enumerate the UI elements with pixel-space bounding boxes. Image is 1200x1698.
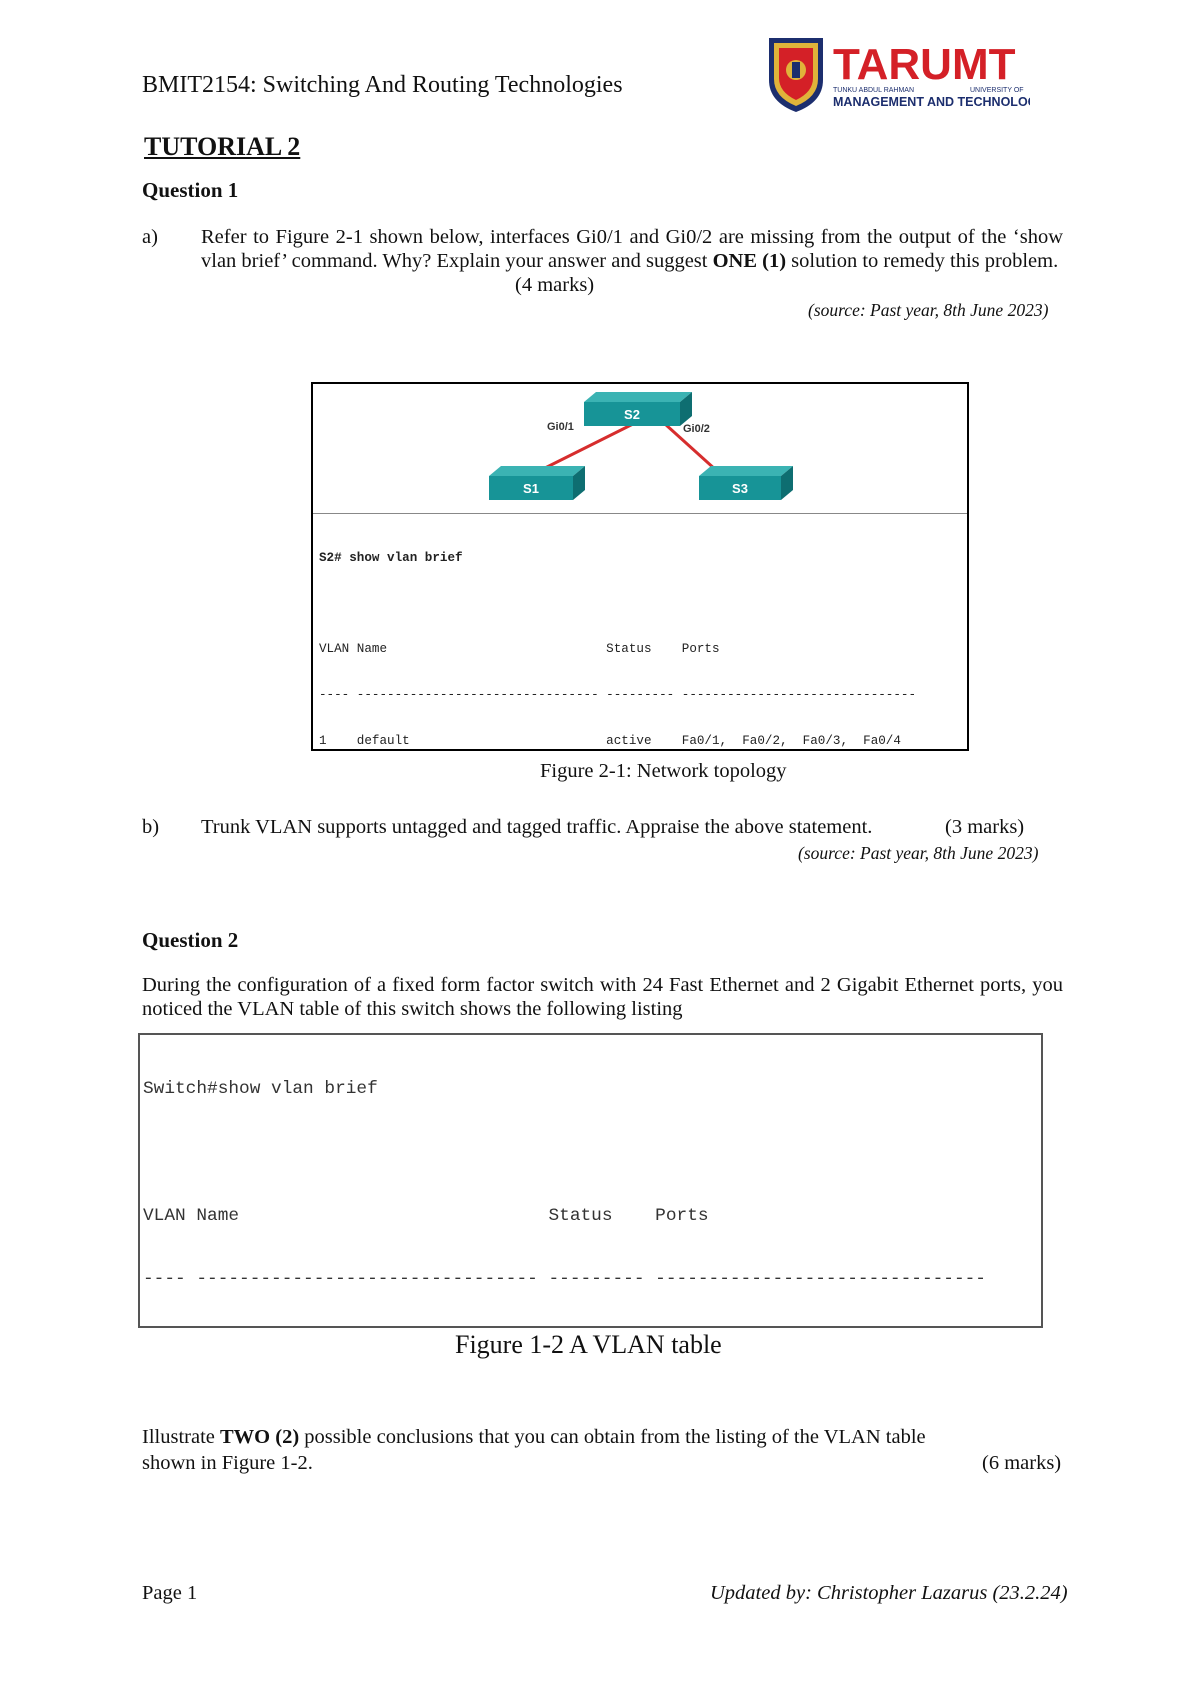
cli-line: Switch#show vlan brief — [143, 1079, 378, 1100]
question-2-heading: Question 2 — [142, 928, 239, 952]
figure-1-2 — [138, 1033, 1043, 1328]
switch-label-s2: S2 — [624, 407, 640, 422]
network-topology-diagram — [313, 384, 967, 514]
updated-by: Updated by: Christopher Lazarus (23.2.24) — [710, 1582, 1068, 1604]
cli-line: VLAN Name Status Ports — [143, 1205, 709, 1226]
cli-line: 1 default active Fa0/1, Fa0/2, Fa0/3, Fa0/4 — [319, 734, 901, 749]
q1a-text-part2: solution to remedy this problem. — [786, 250, 1059, 272]
page-number: Page 1 — [142, 1582, 198, 1604]
logo-tagline: MANAGEMENT AND TECHNOLOGY — [833, 95, 1030, 109]
interface-label-gi0-2: Gi0/2 — [683, 423, 710, 435]
q1b-text: Trunk VLAN supports untagged and tagged traffic. Appraise the above statement. — [201, 816, 873, 838]
q1a-text-bold: ONE (1) — [712, 250, 787, 272]
figure-2-1-caption: Figure 2-1: Network topology — [540, 760, 787, 782]
figure-divider — [313, 513, 967, 514]
q1b-label: b) — [142, 816, 160, 838]
question-1-heading: Question 1 — [142, 178, 239, 202]
logo-brand: TARUMT — [833, 40, 1016, 89]
switch-s3 — [699, 466, 793, 500]
figure-1-2-caption: Figure 1-2 A VLAN table — [455, 1330, 722, 1359]
q1a-text-part1: Refer to Figure 2-1 shown below, interfaces Gi0/1 and Gi0/2 are missing from the output of the ‘show vlan brief’ command. Why? Explain your answer and suggest — [201, 226, 1063, 272]
cli-line: ---- -------------------------------- --------- ------------------------------- — [319, 688, 917, 703]
q2-task-part1: Illustrate — [142, 1426, 220, 1448]
tutorial-title: TUTORIAL 2 — [144, 132, 301, 161]
university-logo — [765, 34, 1030, 114]
switch-s2 — [584, 392, 692, 426]
q1b-marks: (3 marks) — [945, 816, 1025, 838]
q2-intro: During the configuration of a fixed form factor switch with 24 Fast Ethernet and 2 Gigabit Ethernet ports, you noticed the VLAN table of this switch shows the following listing — [142, 974, 1063, 1020]
switch-s1 — [489, 466, 585, 500]
switch-label-s3: S3 — [732, 481, 748, 496]
switch-label-s1: S1 — [523, 481, 539, 496]
logo-sub-right: UNIVERSITY OF — [970, 87, 1024, 94]
cli-line: VLAN Name Status Ports — [319, 642, 720, 657]
q2-marks: (6 marks) — [982, 1452, 1062, 1474]
q1a-text — [201, 225, 1063, 273]
logo-graphic — [765, 34, 1030, 114]
interface-label-gi0-1: Gi0/1 — [547, 421, 574, 433]
cli-line: S2# show vlan brief — [319, 550, 463, 565]
q2-task-bold: TWO (2) — [220, 1426, 300, 1448]
q1a-label: a) — [142, 226, 158, 248]
q1a-marks: (4 marks) — [515, 274, 595, 296]
logo-sub-left: TUNKU ABDUL RAHMAN — [833, 87, 915, 94]
show-vlan-brief-output-switch — [143, 1037, 986, 1328]
cli-line — [319, 596, 916, 611]
q2-task-part2: possible conclusions that you can obtain from the listing of the VLAN table — [299, 1426, 926, 1448]
q2-task-line2: shown in Figure 1-2. — [142, 1452, 313, 1474]
figure-2-1 — [311, 382, 969, 751]
show-vlan-brief-output-s2 — [319, 520, 916, 751]
cli-line: ---- -------------------------------- --------- ------------------------------- — [143, 1269, 986, 1290]
course-title: BMIT2154: Switching And Routing Technologies — [142, 72, 623, 98]
q1a-source: (source: Past year, 8th June 2023) — [808, 300, 1049, 320]
cli-line — [143, 1142, 986, 1163]
q2-task — [142, 1425, 926, 1449]
q1b-source: (source: Past year, 8th June 2023) — [798, 843, 1039, 863]
